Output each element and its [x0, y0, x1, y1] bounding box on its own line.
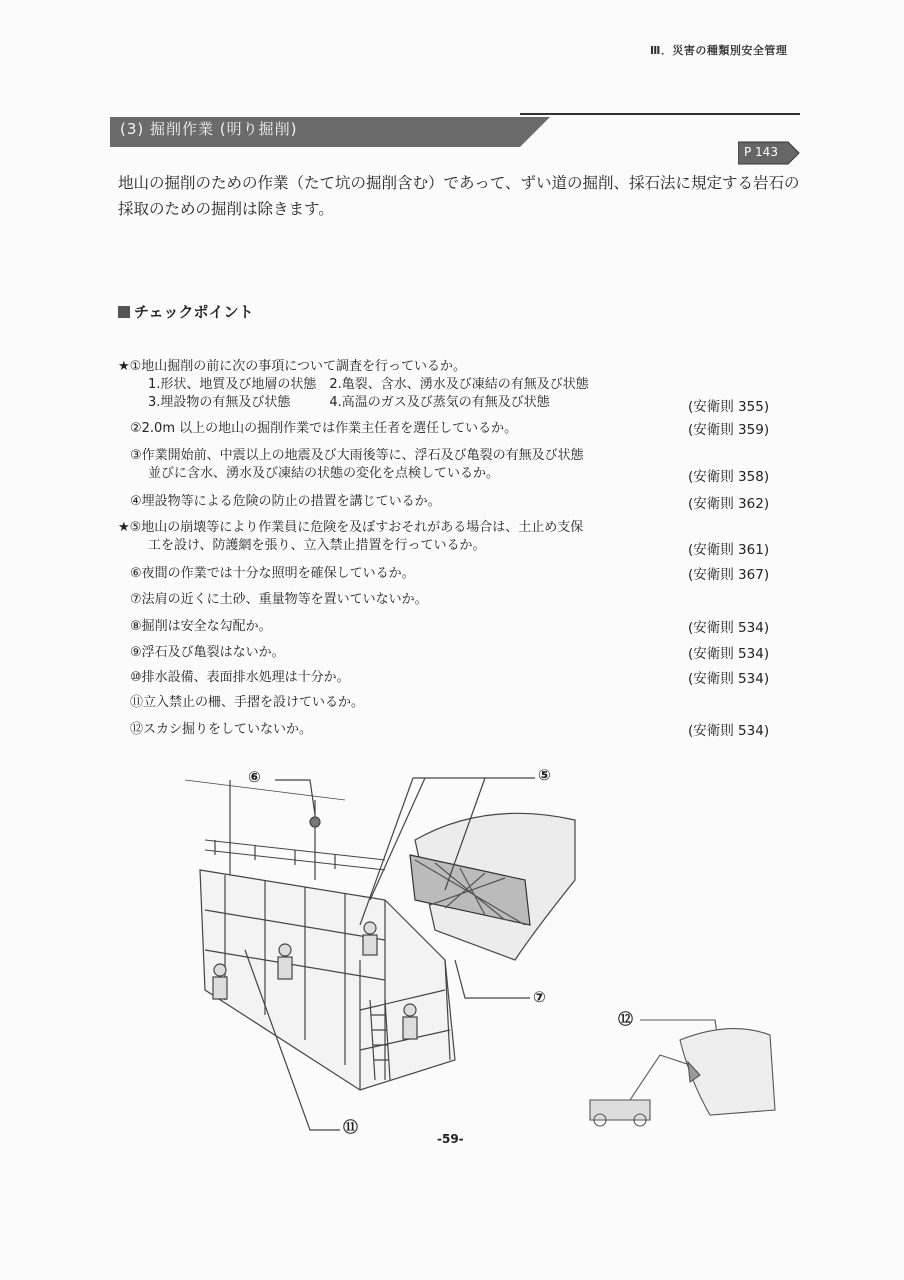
checkpoint-item-2 — [130, 420, 517, 438]
callout-5: ⑤ — [538, 766, 551, 784]
page-reference-label: P 143 — [744, 145, 778, 159]
item-reference: (安衛則 534) — [688, 646, 770, 662]
callout-6: ⑥ — [248, 768, 261, 786]
section-title: (3) 掘削作業 (明り掘削) — [120, 120, 298, 138]
chapter-header: Ⅲ．災害の種類別安全管理 — [650, 44, 788, 57]
item-line: ⑩排水設備、表面排水処理は十分か。 — [130, 670, 350, 685]
checkpoint-item-10 — [130, 669, 350, 687]
checkpoint-item-3 — [130, 447, 584, 483]
item-line: ⑥夜間の作業では十分な照明を確保しているか。 — [130, 566, 415, 581]
checkpoint-item-7 — [130, 591, 428, 609]
checkpoint-item-1 — [118, 358, 589, 412]
intro-paragraph: 地山の掘削のための作業（たて坑の掘削含む）であって、ずい道の掘削、採石法に規定する岩石の採取のための掘削は除きます。 — [118, 174, 800, 218]
item-reference: (安衛則 362) — [688, 496, 770, 512]
item-line: ④埋設物等による危険の防止の措置を講じているか。 — [130, 494, 441, 509]
item-line: ★⑤地山の崩壊等により作業員に危険を及ぼすおそれがある場合は、土止め支保 — [118, 520, 584, 535]
excavation-site-illustration — [185, 760, 605, 1140]
item-reference: (安衛則 355) — [688, 399, 770, 415]
item-reference: (安衛則 534) — [688, 671, 770, 687]
checkpoint-item-12 — [130, 721, 312, 739]
checkpoint-item-8 — [130, 618, 272, 636]
item-line: ★①地山掘削の前に次の事項について調査を行っているか。 — [118, 359, 467, 374]
item-line: ⑦法肩の近くに土砂、重量物等を置いていないか。 — [130, 592, 428, 607]
checkpoint-heading — [118, 301, 254, 322]
checkpoint-item-6 — [130, 565, 415, 583]
item-line: 並びに含水、湧水及び凍結の状態の変化を点検しているか。 — [148, 466, 500, 481]
page-number: -59- — [437, 1132, 464, 1146]
item-reference: (安衛則 367) — [688, 567, 770, 583]
checkpoint-item-4 — [130, 493, 441, 511]
callout-12: ⑫ — [618, 1010, 634, 1028]
item-line: ⑪立入禁止の柵、手摺を設けているか。 — [130, 695, 365, 710]
checkpoint-heading-text: チェックポイント — [134, 303, 254, 321]
item-line: ⑧掘削は安全な勾配か。 — [130, 619, 272, 634]
item-reference: (安衛則 358) — [688, 469, 770, 485]
callout-11: ⑪ — [343, 1118, 359, 1136]
callout-7: ⑦ — [533, 988, 546, 1006]
checkpoint-item-11 — [130, 694, 364, 712]
item-reference: (安衛則 359) — [688, 422, 770, 438]
item-line: ③作業開始前、中震以上の地震及び大雨後等に、浮石及び亀裂の有無及び状態 — [130, 448, 584, 463]
item-line: ⑨浮石及び亀裂はないか。 — [130, 645, 285, 660]
item-reference: (安衛則 361) — [688, 542, 770, 558]
item-reference: (安衛則 534) — [688, 620, 770, 636]
item-line: ②2.0m 以上の地山の掘削作業では作業主任者を選任しているか。 — [130, 421, 518, 436]
checkpoint-item-9 — [130, 644, 285, 662]
item-line: 3.埋設物の有無及び状態 4.高温のガス及び蒸気の有無及び状態 — [148, 395, 550, 410]
item-line: ⑫スカシ掘りをしていないか。 — [130, 722, 313, 737]
item-reference: (安衛則 534) — [688, 723, 770, 739]
square-bullet-icon — [118, 306, 130, 318]
undercut-excavator-illustration — [570, 1000, 790, 1130]
checkpoint-item-5 — [118, 519, 583, 555]
item-line: 工を設け、防護網を張り、立入禁止措置を行っているか。 — [148, 538, 486, 553]
item-line: 1.形状、地質及び地層の状態 2.亀裂、含水、湧水及び凍結の有無及び状態 — [148, 377, 589, 392]
